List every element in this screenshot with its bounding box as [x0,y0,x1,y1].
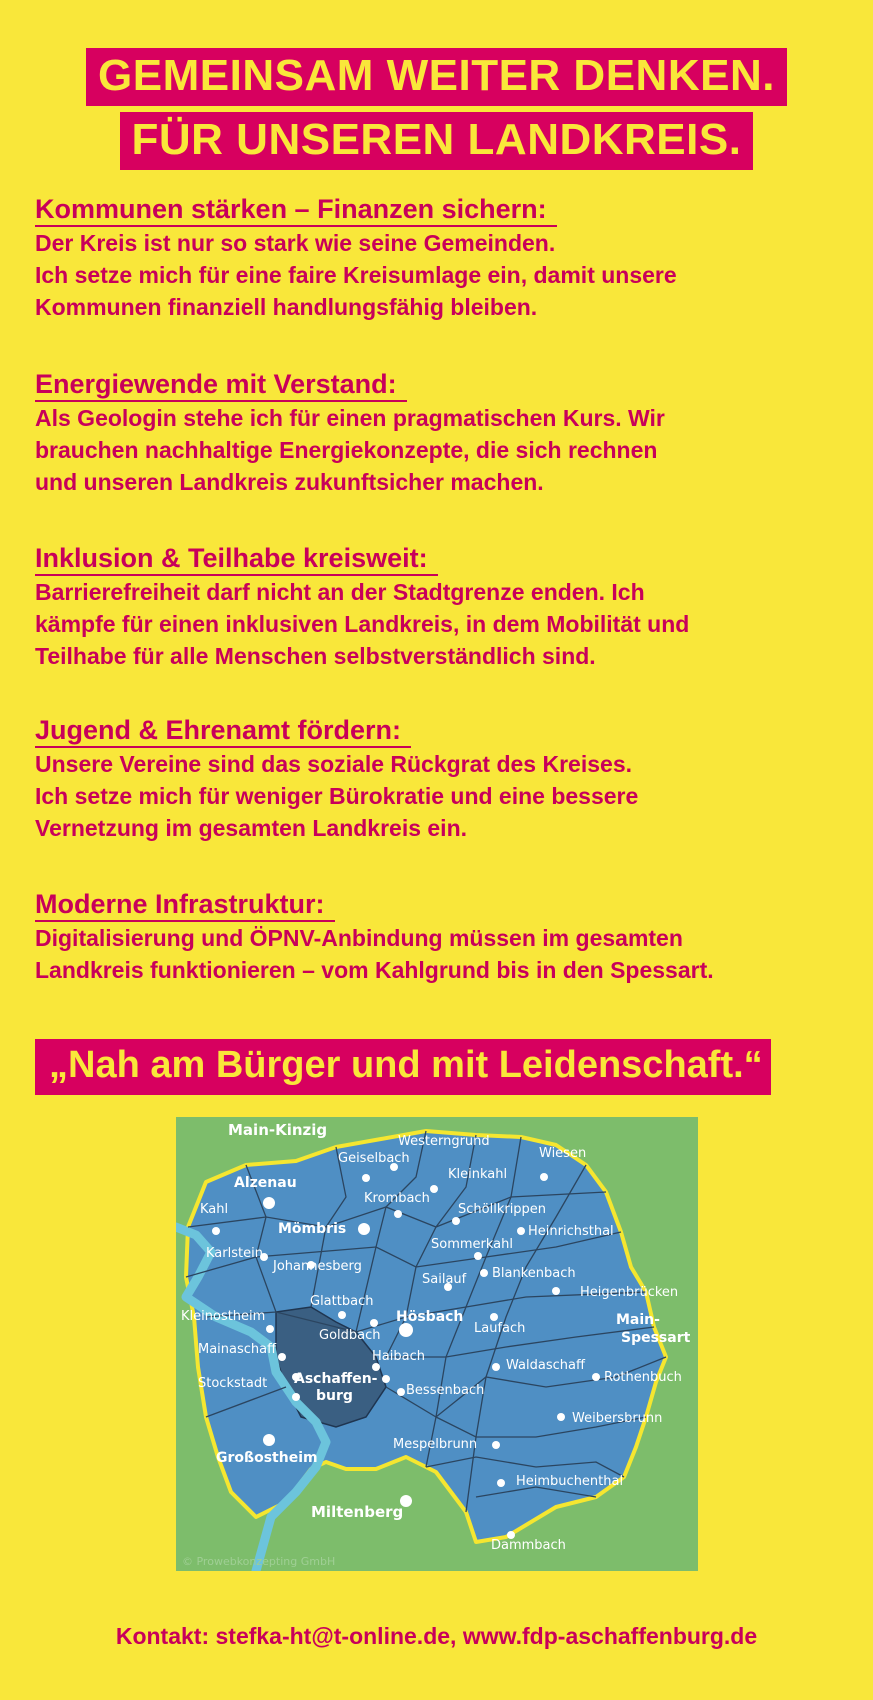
place-hoesbach: Hösbach [396,1309,464,1325]
place-westerngrund: Westerngrund [398,1134,490,1149]
place-heigenbruecken: Heigenbrücken [580,1285,679,1300]
place-geiselbach: Geiselbach [338,1151,410,1166]
section-body [35,922,855,986]
body-line: Barrierefreiheit darf nicht an der Stadtgrenze enden. Ich [35,579,645,605]
place-glattbach: Glattbach [310,1294,374,1309]
body-line: Als Geologin stehe ich für einen pragmatischen Kurs. Wir [35,405,665,431]
place-waldaschaff: Waldaschaff [506,1358,585,1373]
place-schoellkrippen: Schöllkrippen [458,1202,547,1217]
section-title: Jugend & Ehrenamt fördern: [35,714,411,748]
place-kleinkahl: Kleinkahl [448,1167,508,1182]
place-goldbach: Goldbach [319,1328,381,1343]
place-weibersbrunn: Weibersbrunn [572,1411,663,1426]
section-kommunen [35,193,855,323]
region-main-spessart-1: Main- [616,1312,660,1328]
region-main-spessart-2: Spessart [621,1330,691,1346]
section-title: Energiewende mit Verstand: [35,368,407,402]
quote-wrap [35,1039,771,1095]
place-haibach: Haibach [372,1349,425,1364]
quote-banner: „Nah am Bürger und mit Leidenschaft.“ [35,1039,771,1095]
section-energiewende [35,368,855,498]
section-title: Moderne Infrastruktur: [35,888,335,922]
contact-line: Kontakt: stefka-ht@t-online.de, www.fdp-aschaffenburg.de [115,1623,758,1649]
body-line: Vernetzung im gesamten Landkreis ein. [35,815,468,841]
section-body [35,576,855,672]
body-line: Unsere Vereine sind das soziale Rückgrat des Kreises. [35,751,633,777]
place-laufach: Laufach [474,1321,526,1336]
place-aschaffenburg-1: Aschaffen- [294,1371,378,1387]
body-line: und unseren Landkreis zukunftsicher machen. [35,469,544,495]
section-body [35,748,855,844]
place-aschaffenburg-2: burg [316,1388,353,1404]
place-mainaschaff: Mainaschaff [198,1342,277,1357]
map-copyright: © Prowebkonzepting GmbH [182,1555,336,1568]
body-line: Ich setze mich für eine faire Kreisumlage ein, damit unsere [35,262,677,288]
section-title: Kommunen stärken – Finanzen sichern: [35,193,557,227]
place-kleinostheim: Kleinostheim [181,1309,266,1324]
body-line: Landkreis funktionieren – vom Kahlgrund bis in den Spessart. [35,957,714,983]
place-rothenbuch: Rothenbuch [604,1370,682,1385]
place-kahl: Kahl [200,1202,229,1217]
place-blankenbach: Blankenbach [492,1266,576,1281]
place-stockstadt: Stockstadt [198,1376,268,1391]
section-title: Inklusion & Teilhabe kreisweit: [35,542,438,576]
place-heinrichsthal: Heinrichsthal [528,1224,614,1239]
body-line: Ich setze mich für weniger Bürokratie und eine bessere [35,783,639,809]
body-line: kämpfe für einen inklusiven Landkreis, in dem Mobilität und [35,611,690,637]
body-line: Digitalisierung und ÖPNV-Anbindung müssen im gesamten [35,925,683,951]
place-krombach: Krombach [364,1191,430,1206]
place-dammbach: Dammbach [491,1538,566,1553]
headline-line-1: GEMEINSAM WEITER DENKEN. [86,48,787,106]
section-infrastruktur [35,888,855,986]
region-miltenberg: Miltenberg [311,1503,404,1521]
body-line: Teilhabe für alle Menschen selbstverständlich sind. [35,643,596,669]
place-johannesberg: Johannesberg [273,1259,362,1274]
place-karlstein: Karlstein [206,1246,263,1261]
place-alzenau: Alzenau [234,1175,297,1191]
place-moembris: Mömbris [278,1221,347,1237]
landkreis-map [176,1117,698,1571]
place-bessenbach: Bessenbach [406,1383,485,1398]
place-mespelbrunn: Mespelbrunn [393,1437,478,1452]
section-inklusion [35,542,855,672]
body-line: Der Kreis ist nur so stark wie seine Gemeinden. [35,230,556,256]
body-line: brauchen nachhaltige Energiekonzepte, die sich rechnen [35,437,658,463]
section-body [35,402,855,498]
place-wiesen: Wiesen [539,1146,587,1161]
headline-line-1-wrap [0,48,873,106]
region-main-kinzig: Main-Kinzig [228,1121,328,1139]
place-heimbuchenthal: Heimbuchenthal [516,1474,624,1489]
headline-line-2-wrap [0,112,873,170]
place-grossostheim: Großostheim [216,1450,318,1466]
place-sailauf: Sailauf [422,1272,467,1287]
section-jugend [35,714,855,844]
body-line: Kommunen finanziell handlungsfähig bleiben. [35,294,538,320]
section-body [35,227,855,323]
headline-line-2: FÜR UNSEREN LANDKREIS. [120,112,754,170]
place-sommerkahl: Sommerkahl [431,1237,513,1252]
